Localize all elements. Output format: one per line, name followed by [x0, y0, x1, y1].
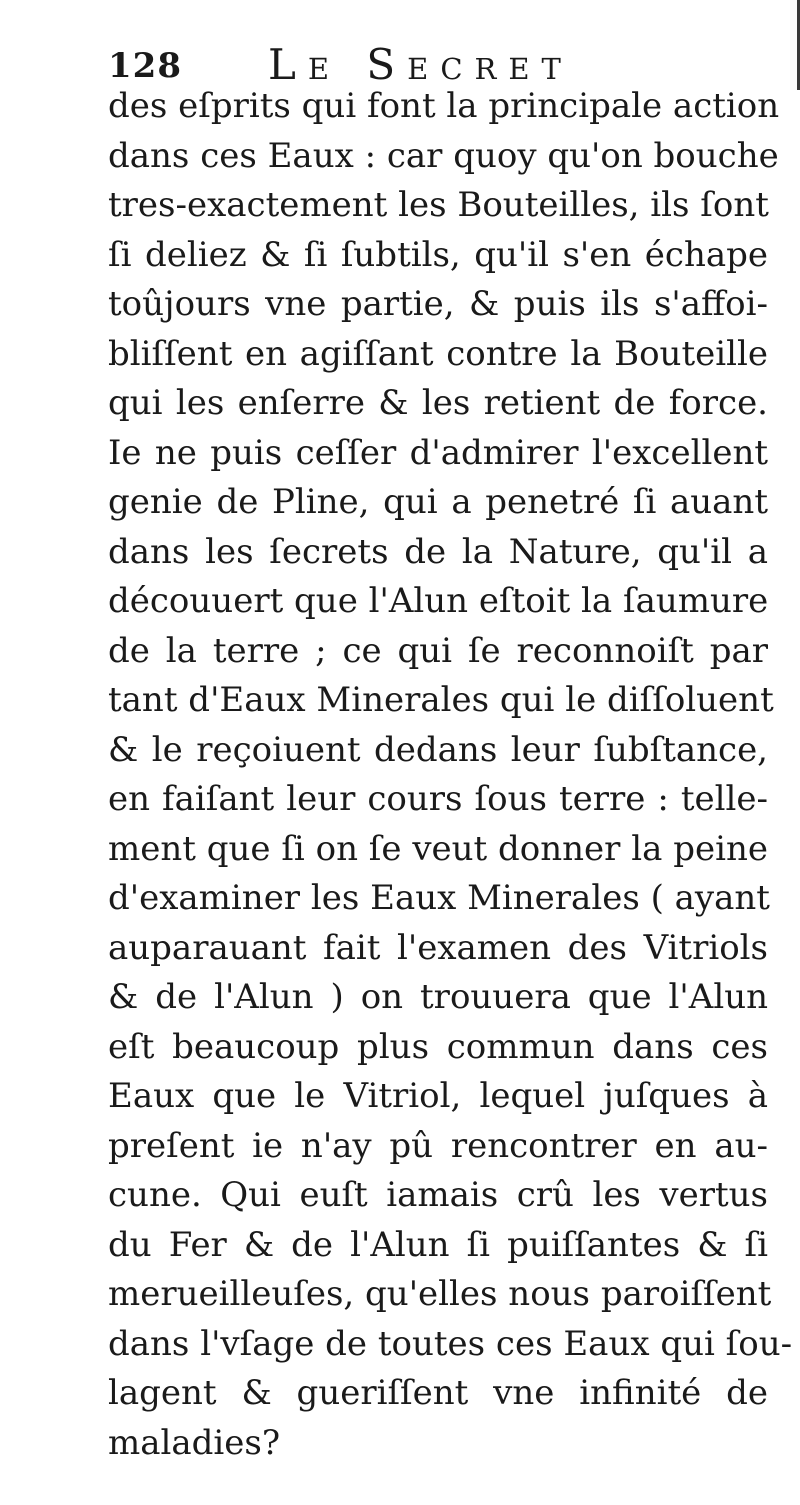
text-line: tres-exactement les Bouteilles, ils ſont	[108, 185, 769, 225]
text-line: dans les ſecrets de la Nature, qu'il a	[108, 531, 768, 572]
text-line: & de l'Alun ) on trouuera que l'Alun	[108, 977, 768, 1017]
text-line: qui les enſerre & les retient de force.	[108, 383, 768, 423]
text-line: en faiſant leur cours ſous terre : telle-	[108, 779, 768, 819]
text-line: dans l'vſage de toutes ces Eaux qui ſou-	[108, 1323, 793, 1364]
text-line: découuert que l'Alun eſtoit la ſaumure	[108, 581, 769, 621]
body-text	[108, 82, 793, 1468]
text-line: & le reçoiuent dedans leur ſubſtance,	[108, 729, 768, 770]
text-line: dans ces Eaux : car quoy qu'on bouche	[108, 135, 779, 176]
text-line: du Fer & de l'Alun ſi puiſſantes & ſi	[108, 1224, 768, 1265]
text-line: Ie ne puis ceſſer d'admirer l'excellent	[108, 432, 768, 473]
text-line: preſent ie n'ay pû rencontrer en au-	[108, 1125, 768, 1166]
page-number: 128	[108, 46, 182, 86]
text-line: lagent & gueriſſent vne infinité de	[108, 1373, 768, 1413]
running-title: Le Secret	[268, 40, 573, 89]
text-line: eſt beaucoup plus commun dans ces	[108, 1026, 768, 1067]
text-line: maladies?	[108, 1422, 281, 1463]
text-line: cune. Qui euſt iamais crû les vertus	[108, 1175, 768, 1215]
text-line: merueilleuſes, qu'elles nous paroiſſent	[108, 1274, 772, 1314]
text-line: ment que ſi on ſe veut donner la peine	[108, 828, 768, 869]
text-line: toûjours vne partie, & puis ils s'affoi-	[108, 284, 768, 324]
text-line: bliſſent en agiſſant contre la Bouteille	[108, 333, 768, 374]
text-line: tant d'Eaux Minerales qui le diſſoluent	[108, 680, 774, 720]
text-line: de la terre ; ce qui ſe reconnoiſt par	[108, 630, 768, 671]
text-line: auparauant fait l'examen des Vitriols	[108, 927, 768, 968]
text-line: ſi deliez & ſi ſubtils, qu'il s'en échape	[108, 234, 768, 275]
text-line: Eaux que le Vitriol, lequel juſques à	[108, 1076, 768, 1116]
text-line: d'examiner les Eaux Minerales ( ayant	[108, 878, 770, 918]
text-line: genie de Pline, qui a penetré ſi auant	[108, 482, 768, 522]
text-line: des eſprits qui font la principale action	[108, 86, 780, 126]
